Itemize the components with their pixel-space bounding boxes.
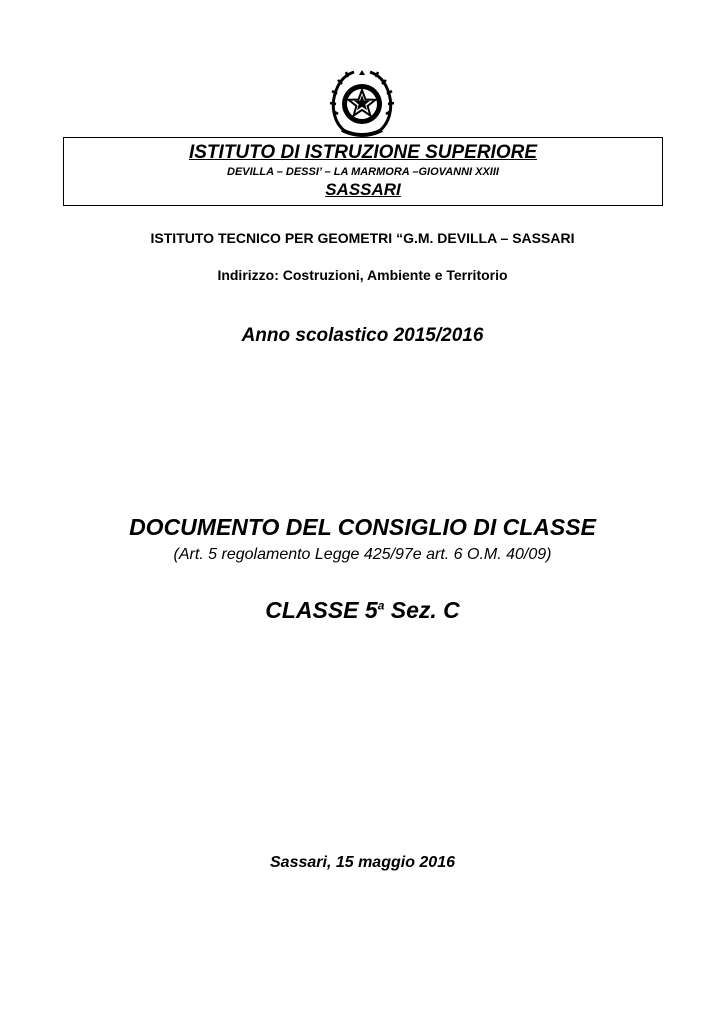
document-subtitle: (Art. 5 regolamento Legge 425/97e art. 6 O.M. 40/09) [173,546,552,563]
document-title: DOCUMENTO DEL CONSIGLIO DI CLASSE [129,514,596,540]
curriculum-address: Indirizzo: Costruzioni, Ambiente e Territorio [217,267,508,283]
school-year: Anno scolastico 2015/2016 [241,325,484,346]
institute-header-box [63,137,663,206]
class-heading [0,597,725,624]
class-superscript: a [377,598,385,613]
class-prefix: CLASSE 5 [265,597,378,623]
italian-republic-emblem-icon [328,66,396,140]
institute-title: ISTITUTO DI ISTRUZIONE SUPERIORE [188,142,537,163]
institute-schools: DEVILLA – DESSI’ – LA MARMORA –GIOVANNI XXIII [227,166,499,178]
class-section: Sez. C [384,597,460,623]
document-date: Sassari, 15 maggio 2016 [270,854,455,871]
school-name: ISTITUTO TECNICO PER GEOMETRI “G.M. DEVILLA – SASSARI [150,230,575,246]
institute-city: SASSARI [325,180,401,199]
